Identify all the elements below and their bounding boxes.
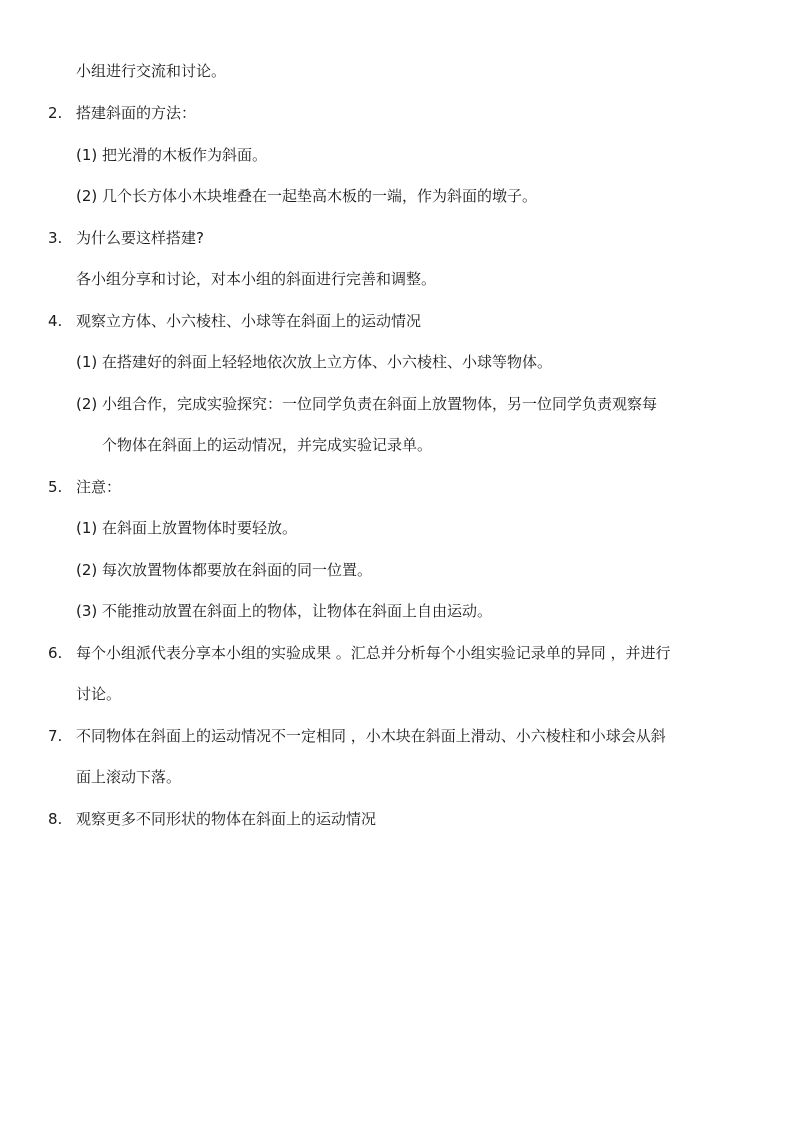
text-line: (2) 小组合作，完成实验探究：一位同学负责在斜面上放置物体，另一位同学负责观察每: [76, 395, 658, 413]
text-line: 个物体在斜面上的运动情况，并完成实验记录单。: [102, 436, 433, 454]
text-line: 面上滚动下落。: [76, 768, 182, 786]
text-line: 观察更多不同形状的物体在斜面上的运动情况: [76, 810, 377, 828]
text-line: 讨论。: [76, 685, 122, 703]
text-line: (2) 几个长方体小木块堆叠在一起垫高木板的一端，作为斜面的墩子。: [76, 187, 538, 205]
text-line: (1) 在搭建好的斜面上轻轻地依次放上立方体、小六棱柱、小球等物体。: [76, 353, 553, 371]
text-line: (1) 在斜面上放置物体时要轻放。: [76, 519, 298, 537]
text-line: 小组进行交流和讨论。: [76, 62, 227, 80]
item-number: 2.: [48, 104, 63, 122]
text-line: 为什么要这样搭建?: [76, 229, 204, 247]
item-number: 6.: [48, 644, 63, 662]
text-line: (2) 每次放置物体都要放在斜面的同一位置。: [76, 561, 373, 579]
item-number: 3.: [48, 229, 63, 247]
item-number: 5.: [48, 478, 63, 496]
text-line: (1) 把光滑的木板作为斜面。: [76, 146, 268, 164]
text-line: 搭建斜面的方法：: [76, 104, 197, 122]
text-line: 每个小组派代表分享本小组的实验成果 。汇总并分析每个小组实验记录单的异同 ，并进行: [76, 644, 671, 662]
text-line: (3) 不能推动放置在斜面上的物体，让物体在斜面上自由运动。: [76, 602, 493, 620]
text-line: 不同物体在斜面上的运动情况不一定相同 ，小木块在斜面上滑动、小六棱柱和小球会从斜: [76, 727, 666, 745]
text-line: 注意：: [76, 478, 122, 496]
text-line: 观察立方体、小六棱柱、小球等在斜面上的运动情况: [76, 312, 422, 330]
item-number: 4.: [48, 312, 63, 330]
text-line: 各小组分享和讨论，对本小组的斜面进行完善和调整。: [76, 270, 437, 288]
item-number: 8.: [48, 810, 63, 828]
item-number: 7.: [48, 727, 63, 745]
